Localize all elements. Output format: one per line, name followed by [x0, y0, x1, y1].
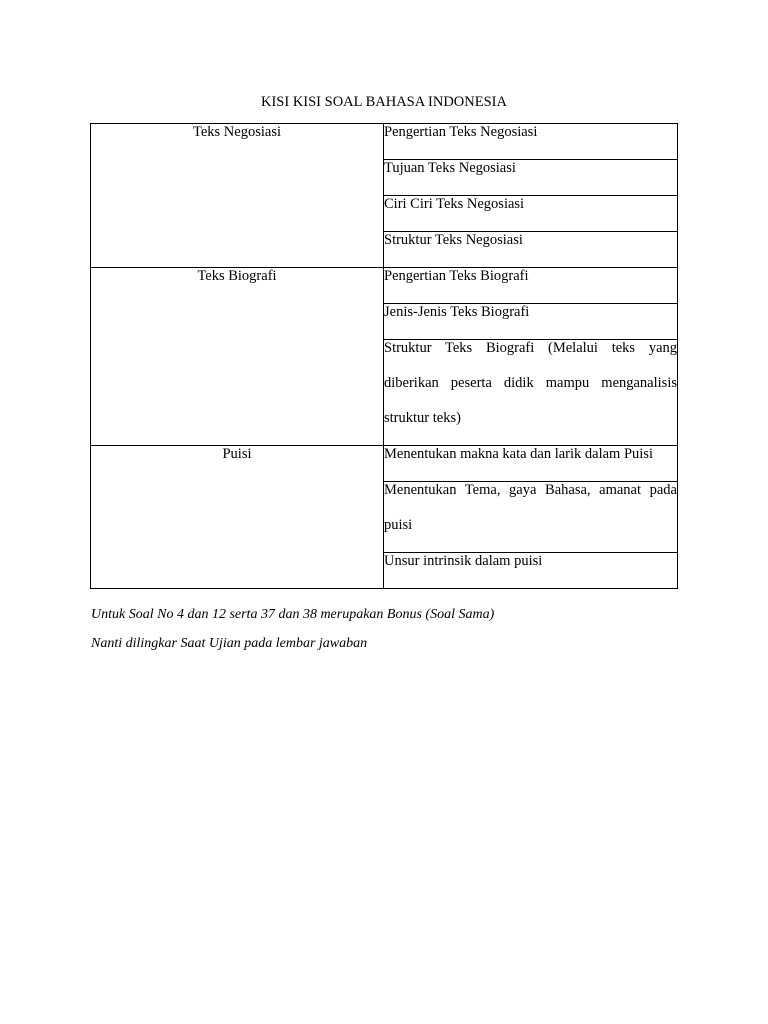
indicator-text: Pengertian Teks Biografi: [384, 268, 529, 284]
indicator-text: Tujuan Teks Negosiasi: [384, 160, 516, 176]
indicator-text: Pengertian Teks Negosiasi: [384, 124, 538, 140]
indicator-text: Ciri Ciri Teks Negosiasi: [384, 196, 525, 212]
indicator-text: Unsur intrinsik dalam puisi: [384, 553, 543, 569]
indicator-text: Menentukan makna kata dan larik dalam Puisi: [384, 446, 653, 462]
topic-cell: Teks Biografi: [91, 268, 384, 446]
topic-cell: Puisi: [91, 446, 384, 589]
indicator-text: Jenis-Jenis Teks Biografi: [384, 304, 530, 320]
indicator-text: Struktur Teks Biografi (Melalui teks yang diberikan peserta didik mampu menganalisis struktur teks): [384, 340, 677, 426]
indicator-cell: [384, 553, 678, 589]
topic-cell: Teks Negosiasi: [91, 124, 384, 268]
answer-sheet-note: Nanti dilingkar Saat Ujian pada lembar jawaban: [91, 636, 368, 651]
kisi-kisi-table: [90, 123, 678, 589]
indicator-cell: [384, 482, 678, 553]
indicator-text: Menentukan Tema, gaya Bahasa, amanat pada puisi: [384, 482, 677, 533]
document-title: KISI KISI SOAL BAHASA INDONESIA: [261, 94, 507, 110]
indicator-cell: [384, 340, 678, 446]
indicator-text: Struktur Teks Negosiasi: [384, 232, 523, 248]
bonus-note: Untuk Soal No 4 dan 12 serta 37 dan 38 merupakan Bonus (Soal Sama): [91, 607, 495, 622]
